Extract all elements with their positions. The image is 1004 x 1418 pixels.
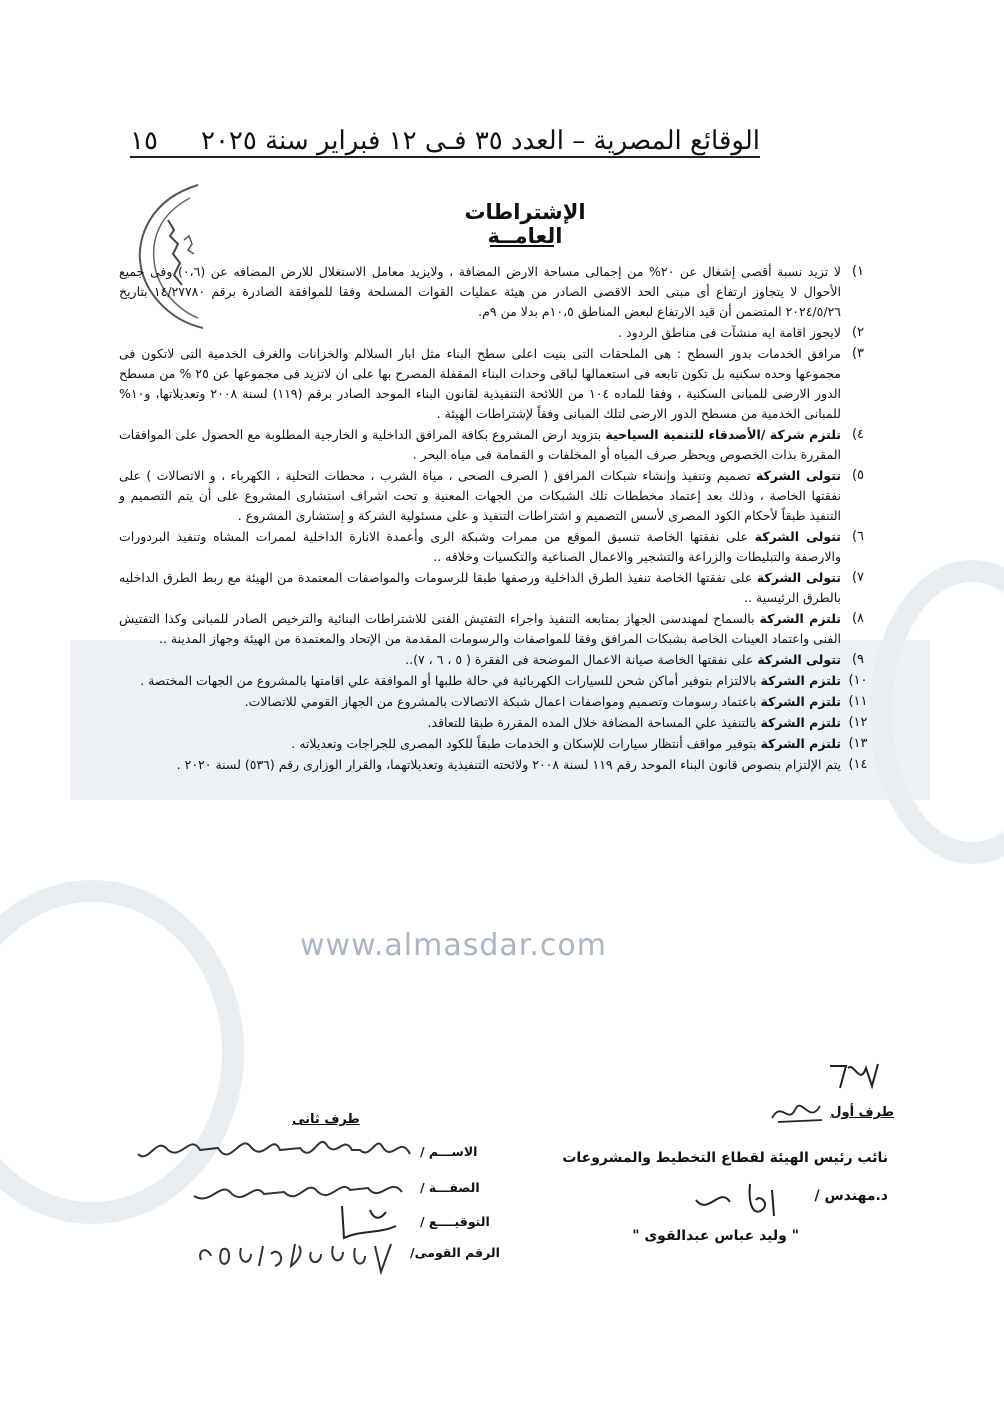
clause-body: لايجوز اقامة ايه منشآت فى مناطق الردود . — [618, 325, 841, 340]
clause-text — [115, 650, 841, 670]
first-party-small-signature — [770, 1098, 828, 1128]
clause-text — [115, 323, 841, 343]
clause-number: ١) — [851, 264, 865, 279]
clause-number: ١٠) — [848, 673, 868, 688]
clause-number: ١١) — [848, 694, 868, 709]
first-party-title: طرف أول — [830, 1105, 894, 1120]
clause-item — [115, 527, 875, 567]
clause-body: بتزويد ارض المشروع بكافة المرافق الداخلية و الخارجية المطلوبة مع الحصول على الموافقات المقررة بذات الخصوص ويحظر صرف المياه أو المخلفات و القمامة فى مياه البحر . — [119, 427, 841, 462]
watermark-arc-right — [870, 560, 1004, 864]
first-party-role: نائب رئيس الهيئة لقطاع التخطيط والمشروعات — [562, 1150, 888, 1166]
clause-lead: تتولى الشركة — [757, 652, 841, 667]
clause-text — [115, 527, 841, 567]
clause-number: ٦) — [851, 529, 865, 544]
signature-label: التوقيــــع / — [420, 1214, 490, 1229]
clause-item — [115, 568, 875, 608]
clause-item — [115, 323, 875, 343]
capacity-label: الصفـــة / — [420, 1180, 480, 1195]
clause-text — [115, 734, 841, 754]
clause-number: ١٤) — [848, 757, 868, 772]
clause-text — [115, 425, 841, 465]
clause-text — [115, 609, 841, 649]
clause-lead: تلتزم الشركة — [760, 736, 841, 751]
clause-lead: تلتزم الشركة — [759, 611, 842, 626]
clause-lead: تتولى الشركة — [755, 468, 841, 483]
name-label: الاســـم / — [420, 1144, 478, 1159]
clause-text — [115, 262, 841, 322]
clause-lead: تتولى الشركة — [756, 570, 841, 585]
national-id-label: الرقم القومى/ — [410, 1245, 500, 1260]
clause-body: بالتنفيذ علي المساحة المضافة خلال المده المقررة طبقا للتعاقد. — [427, 715, 761, 730]
clause-text — [115, 713, 841, 733]
title-underline — [490, 245, 554, 247]
initials-signature — [826, 1056, 882, 1096]
clause-text — [115, 568, 841, 608]
first-party-name: " وليد عباس عبدالقوى " — [632, 1228, 799, 1244]
page-number: ١٥ — [130, 126, 158, 156]
clause-number: ٧) — [851, 570, 865, 585]
clause-number: ٩) — [851, 652, 865, 667]
clause-number: ٤) — [851, 427, 865, 442]
clause-body: لا تزيد نسبة أقصى إشغال عن ٢٠% من إجمالى مساحة الارض المضافة ، ولايزيد معامل الاستغلال للارض المضافه عن (٠،٦) وفى جميع الأحوال لا يتجاوز ارتفاع أى مبنى الحد الاقصى الصادر من هيئة عمليات القوات المسلحة وفقا للموافقة الصادرة برقم ١٤/٢٧٧٨٠ بتاريخ ٢٠٢٤/٥/٢٦ المتضمن أن قيد الارتفاع لبعض المناطق ١٠،٥م بدلا من ٩م. — [119, 264, 841, 319]
clause-lead: تتولى الشركة — [754, 529, 842, 544]
clause-item — [115, 609, 875, 649]
first-party-signature — [690, 1176, 790, 1222]
clause-body: يتم الإلتزام بنصوص قانون البناء الموحد رقم ١١٩ لسنة ٢٠٠٨ ولائحته التنفيذية وتعديلاتهما، والقرار الوزارى رقم (٥٣٦) لسنة ٢٠٢٠ . — [176, 757, 841, 772]
clause-text — [115, 755, 841, 775]
clause-text — [115, 344, 841, 424]
clause-text — [115, 692, 841, 712]
clause-body: بالالتزام بتوفير أماكن شحن للسيارات الكهربائية في حالة طلبها أو الموافقة علي اقامتها بالمشروع من الجهات المختصة . — [140, 673, 761, 688]
clause-body: على نفقتها الخاصة تنسيق الموقع من ممرات وشبكة الرى وأعمدة الانارة الداخلية لممرات المشاه وتنفيذ البردورات والارصفة والتبليطات والزراعة والتشجير والاعمال الصناعية والتكسيات وخلافه .. — [119, 529, 841, 564]
clause-item — [115, 466, 875, 526]
section-title: الإشتراطات العامــة — [464, 200, 586, 248]
clause-body: باعتماد رسومات وتصميم ومواصفات اعمال شبكة الاتصالات بالمشروع من الجهاز القومي للاتصالات. — [244, 694, 761, 709]
first-party-prefix: د.مهندس / — [814, 1188, 888, 1204]
clause-item — [115, 262, 875, 322]
clause-lead: تلتزم الشركة — [760, 715, 841, 730]
clause-item — [115, 671, 875, 691]
clause-number: ١٣) — [848, 736, 868, 751]
clause-item — [115, 650, 875, 670]
clause-lead: تلتزم الشركة — [760, 673, 841, 688]
journal-header — [130, 112, 760, 156]
second-party-title: طرف ثانى — [292, 1112, 360, 1127]
clause-item — [115, 425, 875, 465]
clause-body: مرافق الخدمات بدور السطح : هى الملحقات التى بنيت اعلى سطح البناء مثل ابار السلالم والخزانات والغرف الخدمية التى لاتكون فى مجموعها وحده سكنيه بل تكون تابعه فى استعمالها لباقى وحدات البناء المقفلة المصرح بها على ان لاتزيد فى مجموعها عن ٢٥ % من مسطح الدور الارضى للمبانى السكنية ، وفقا للماده ١٠٤ من اللائحة التنفيذية لقانون البناء الموحد الصادر برقم (١١٩) لسنة ٢٠٠٨ وتعديلاتها، و١٠% للمبانى الخدمية من مسطح الدور الارضى لتلك المبانى وفقاً لإشتراطات الهيئة . — [119, 346, 841, 421]
clause-lead: تلتزم الشركة — [760, 694, 841, 709]
clause-item — [115, 734, 875, 754]
watermark-url: www.almasdar.com — [300, 928, 607, 963]
clause-number: ٣) — [851, 346, 865, 361]
clause-body: تصميم وتنفيذ وإنشاء شبكات المرافق ( الصرف الصحى ، مياة الشرب ، محطات التحلية ، الكهرباء ، و الاتصالات ) على نفقتها الخاصة ، وذلك بعد إعتماد مخططات تلك الشبكات من الجهات المعنية و تحت اشراف استشارى المشروع على أن يتم التصميم و التنفيذ طبقاً لأحكام الكود المصرى لأسس التصميم و اشتراطات التنفيذ و على مسئولية الشركة و إستشارى المشروع . — [119, 468, 841, 523]
clause-item — [115, 713, 875, 733]
second-party-national-id-handwritten — [195, 1232, 405, 1280]
clause-item — [115, 692, 875, 712]
clause-body: على نفقتها الخاصة صيانة الاعمال الموضحة فى الفقرة ( ٥ ، ٦ ، ٧).. — [405, 652, 758, 667]
clause-body: على نفقتها الخاصة تنفيذ الطرق الداخلية ورصفها طبقا للرسومات والمواصفات المعتمدة من الهيئة مع ربط الطرق الداخليه بالطرق الرئيسية .. — [119, 570, 841, 605]
clause-number: ٥) — [851, 468, 865, 483]
journal-title: الوقائع المصرية – العدد ٣٥ فـى ١٢ فبراير سنة ٢٠٢٥ — [200, 126, 760, 156]
clause-text — [115, 466, 841, 526]
clauses-list — [115, 262, 875, 776]
clause-number: ١٢) — [848, 715, 868, 730]
clause-text — [115, 671, 841, 691]
clause-number: ٢) — [851, 325, 865, 340]
clause-item — [115, 344, 875, 424]
clause-item — [115, 755, 875, 775]
clause-lead: تلتزم شركة /الأصدقاء للتنمية السياحية — [605, 427, 841, 442]
clause-body: بالسماح لمهندسى الجهاز بمتابعه التنفيذ واجراء التفتيش الفنى للاشتراطات البنائية والترخيص الصادر للمبانى وكذا التفتيش الفنى واعتماد العينات الخاصة بشبكات المرافق وفقا للمواصفات والرسومات المقدمة من الإتحاد والمعتمدة من الهيئة وجهاز المدينة .. — [119, 611, 841, 646]
clause-body: بتوفير مواقف أنتظار سيارات للإسكان و الخدمات طبقاً للكود المصرى للجراجات وتعديلاته . — [291, 736, 761, 751]
header-rule — [130, 156, 760, 158]
clause-number: ٨) — [851, 611, 865, 626]
